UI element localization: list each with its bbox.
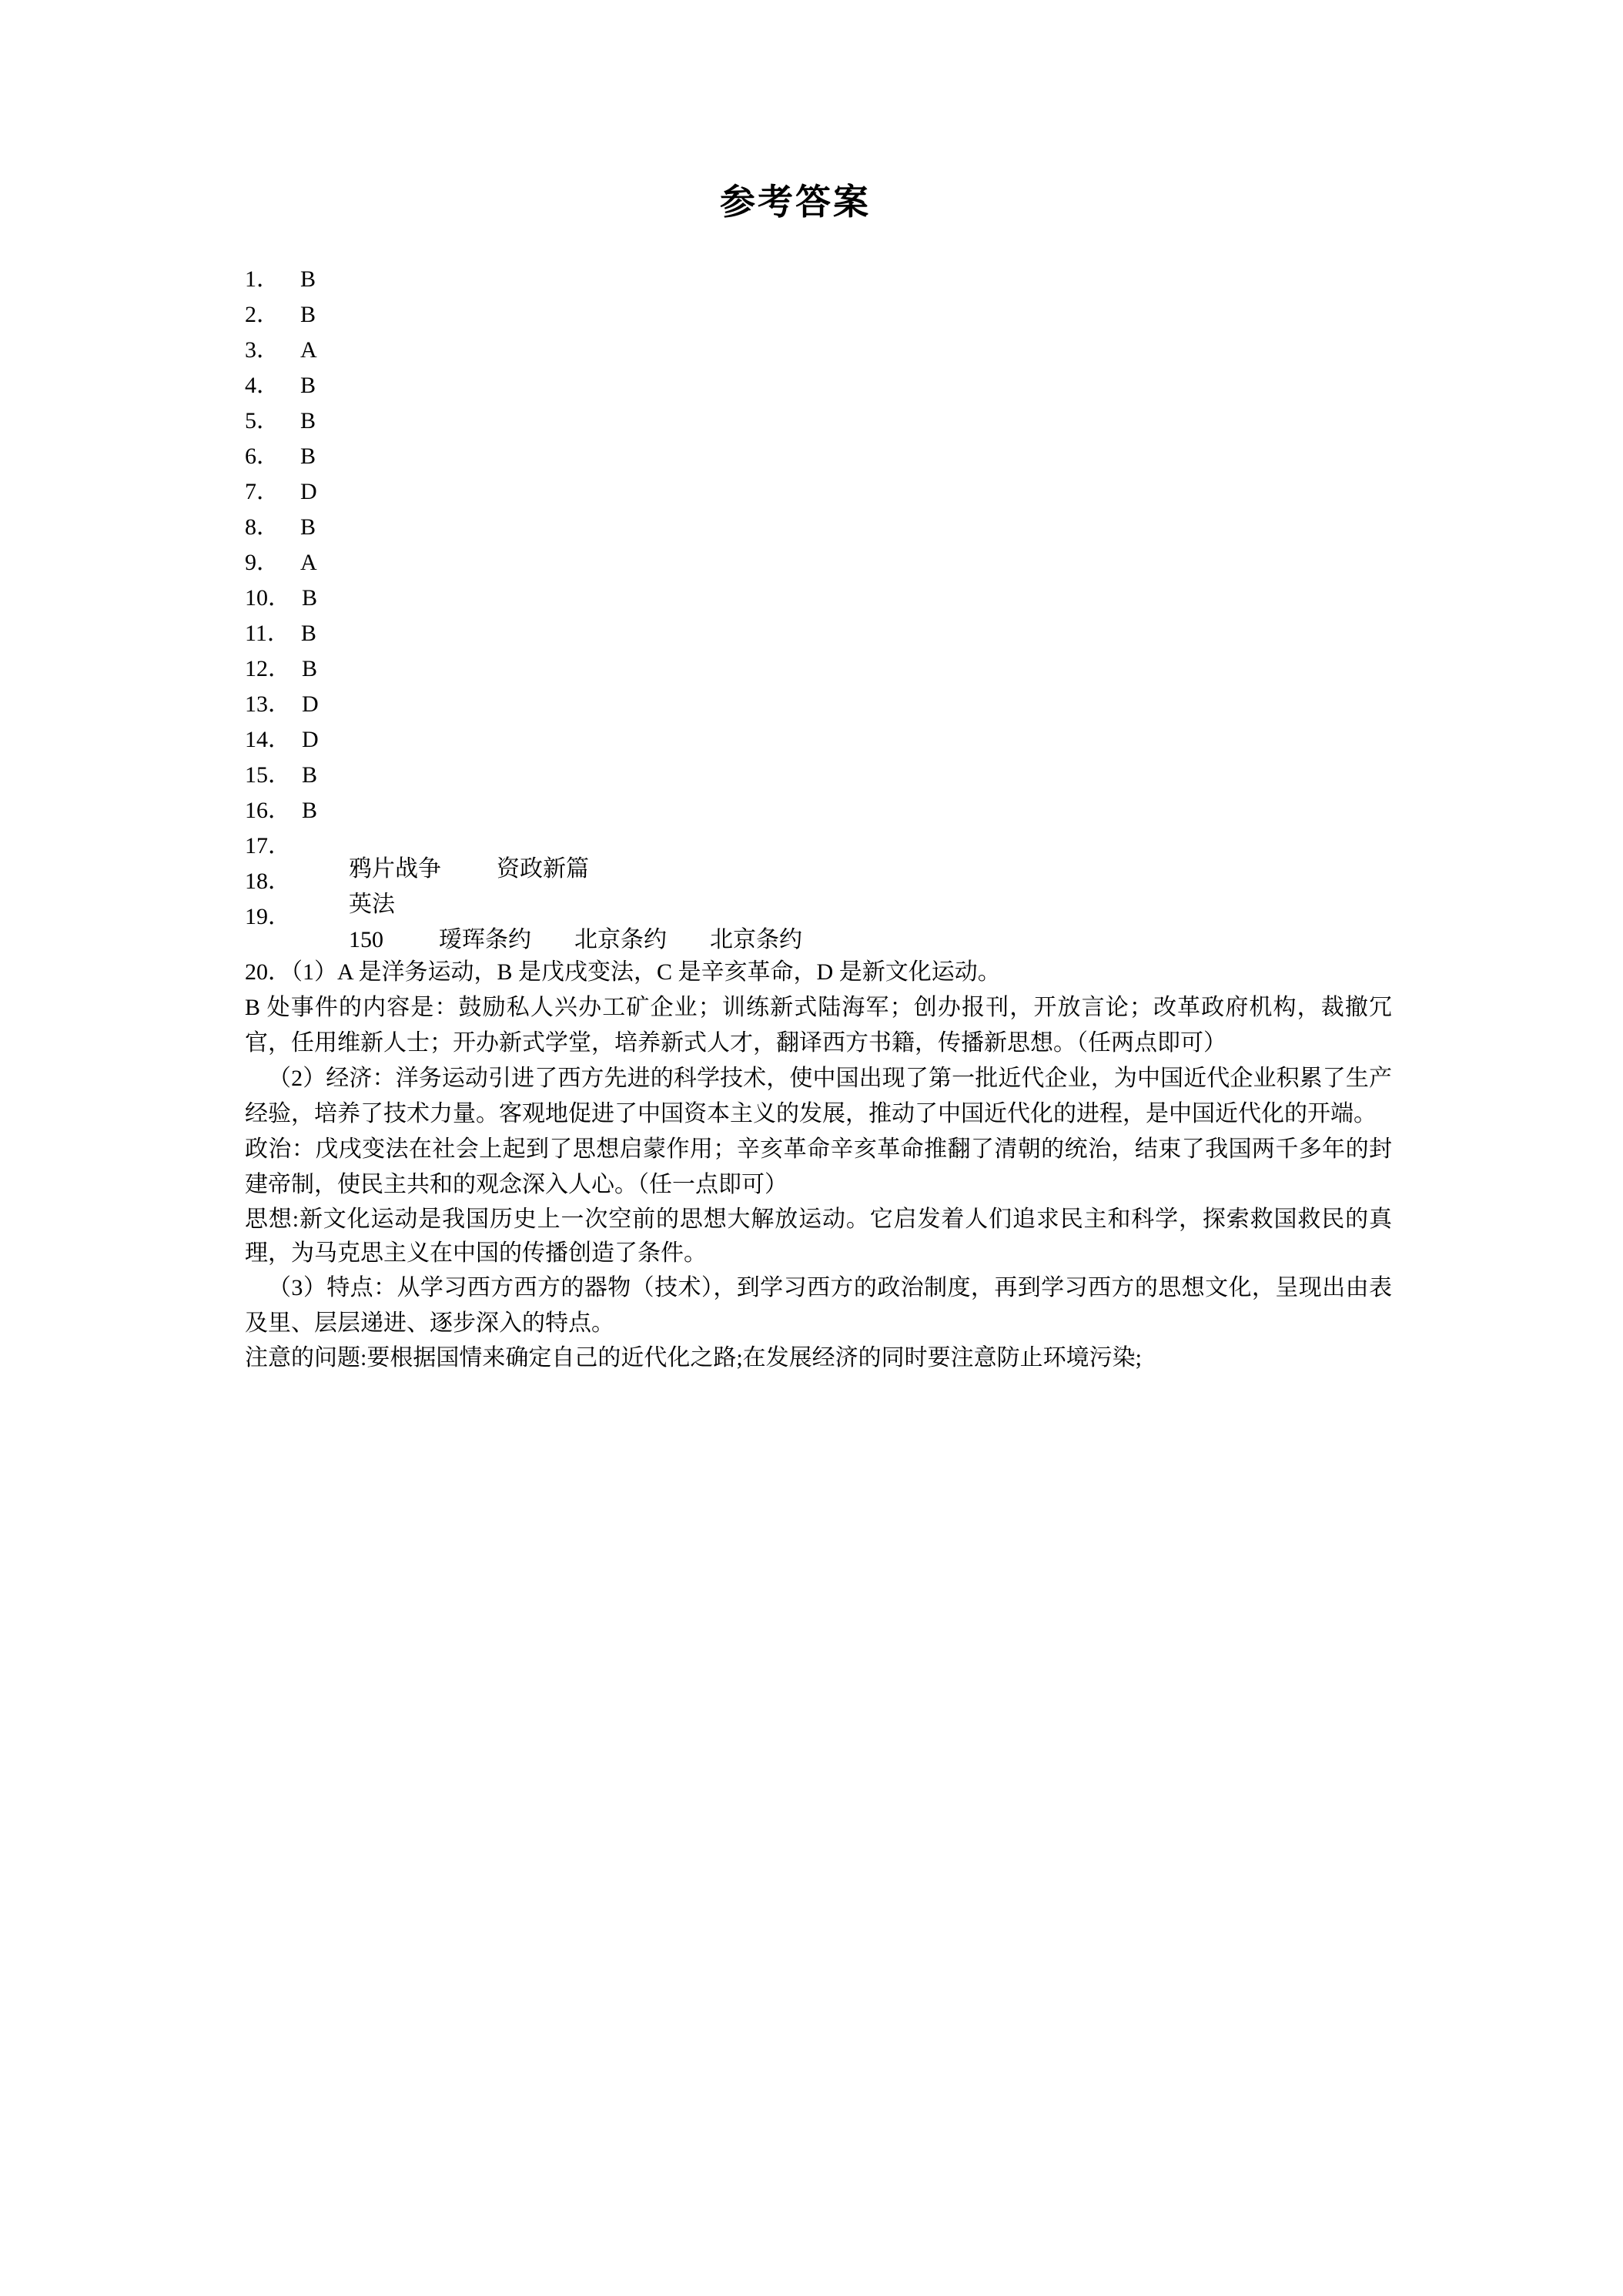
q20-part2-economy: （2）经济：洋务运动引进了西方先进的科学技术，使中国出现了第一批近代企业，为中国近代企业积累了生产经验，培养了技术力量。客观地促进了中国资本主义的发展，推动了中国近代化的进程，是中国近代化的开端。 (245, 1066, 1392, 1126)
answer-row (245, 693, 1392, 728)
answer-row (245, 658, 1392, 693)
answer-number: 19． (245, 904, 291, 929)
answer-row (245, 480, 1392, 516)
fill-answer-part: 北京条约 (710, 927, 802, 952)
page-content (245, 0, 1392, 1375)
q20-part3-notes: 注意的问题:要根据国情来确定自己的近代化之路;在发展经济的同时要注意防止环境污染; (245, 1345, 1143, 1371)
answer-row (245, 728, 1392, 764)
answer-value: A (300, 337, 317, 363)
answer-number: 2． (245, 302, 279, 327)
answer-row (245, 339, 1392, 374)
answer-value: A (300, 550, 317, 575)
answer-row (245, 764, 1392, 799)
answer-row (245, 303, 1392, 339)
answer-number: 12． (245, 656, 291, 681)
q20-part3-features: （3）特点：从学习西方西方的器物（技术），到学习西方的政治制度，再到学习西方的思想文化，呈现出由表及里、层层递进、逐步深入的特点。 (245, 1275, 1392, 1336)
q20-part1-body: B 处事件的内容是：鼓励私人兴办工矿企业；训练新式陆海军；创办报刊，开放言论；改革政府机构，裁撤冗官，任用维新人士；开办新式学堂，培养新式人才，翻译西方书籍，传播新思想。（任两点即可） (245, 995, 1392, 1056)
answer-number: 17． (245, 833, 291, 858)
answer-value: B (302, 798, 318, 823)
fill-answer-part: 英法 (349, 892, 395, 917)
fill-answer-part: 北京条约 (574, 927, 667, 952)
q20-part2-thought: 思想:新文化运动是我国历史上一次空前的思想大解放运动。它启发着人们追求民主和科学，探索救国救民的真理，为马克思主义在中国的传播创造了条件。 (245, 1207, 1392, 1266)
answer-value: B (302, 762, 318, 788)
answer-value: D (302, 691, 319, 717)
answer-value: B (300, 514, 316, 540)
question-20-answer-block (245, 955, 1392, 1375)
answer-value: B (300, 621, 316, 646)
answer-row (245, 268, 1392, 303)
answer-number: 10． (245, 585, 291, 611)
answer-value: B (300, 302, 316, 327)
answer-number: 7． (245, 479, 279, 504)
answer-value: B (302, 656, 318, 681)
answer-number: 13． (245, 691, 291, 717)
answer-value: B (302, 585, 318, 611)
answer-number: 8． (245, 514, 279, 540)
answer-row (245, 410, 1392, 445)
q20-part2-politics: 政治：戊戌变法在社会上起到了思想启蒙作用；辛亥革命辛亥革命推翻了清朝的统治，结束了我国两千多年的封建帝制，使民主共和的观念深入人心。（任一点即可） (245, 1136, 1392, 1197)
answer-value: D (300, 479, 317, 504)
answer-value: D (302, 727, 319, 752)
answer-number: 18． (245, 869, 291, 894)
multiple-choice-answer-list (245, 268, 1392, 835)
answer-row (245, 445, 1392, 480)
fill-answer-part: 鸦片战争 (349, 856, 441, 882)
fill-answer-part: 资政新篇 (497, 856, 589, 882)
fill-answer-part: 150 (349, 927, 383, 952)
answer-value: B (300, 266, 316, 292)
answer-value: B (300, 373, 316, 398)
answer-row (245, 622, 1392, 658)
answer-number: 14． (245, 727, 291, 752)
fill-in-answer-list (245, 833, 1392, 952)
answer-number: 16． (245, 798, 291, 823)
answer-value: B (300, 408, 316, 433)
page-title: 参考答案 (720, 182, 871, 222)
answer-number: 11． (245, 621, 290, 646)
answer-number: 5． (245, 408, 279, 433)
fill-answer-part: 瑷珲条约 (439, 927, 531, 952)
answer-row (245, 799, 1392, 835)
answer-number: 4． (245, 373, 279, 398)
answer-number: 1． (245, 266, 279, 292)
answer-row (245, 374, 1392, 410)
answer-row (245, 516, 1392, 551)
answer-value: B (300, 443, 316, 469)
answer-number: 15． (245, 762, 291, 788)
answer-number: 9． (245, 550, 279, 575)
answer-number: 6． (245, 443, 279, 469)
answer-number: 3． (245, 337, 279, 363)
answer-row (245, 551, 1392, 587)
q20-part1-heading: 20．（1）A 是洋务运动，B 是戊戌变法，C 是辛亥革命，D 是新文化运动。 (245, 959, 1001, 985)
answer-row (245, 587, 1392, 622)
